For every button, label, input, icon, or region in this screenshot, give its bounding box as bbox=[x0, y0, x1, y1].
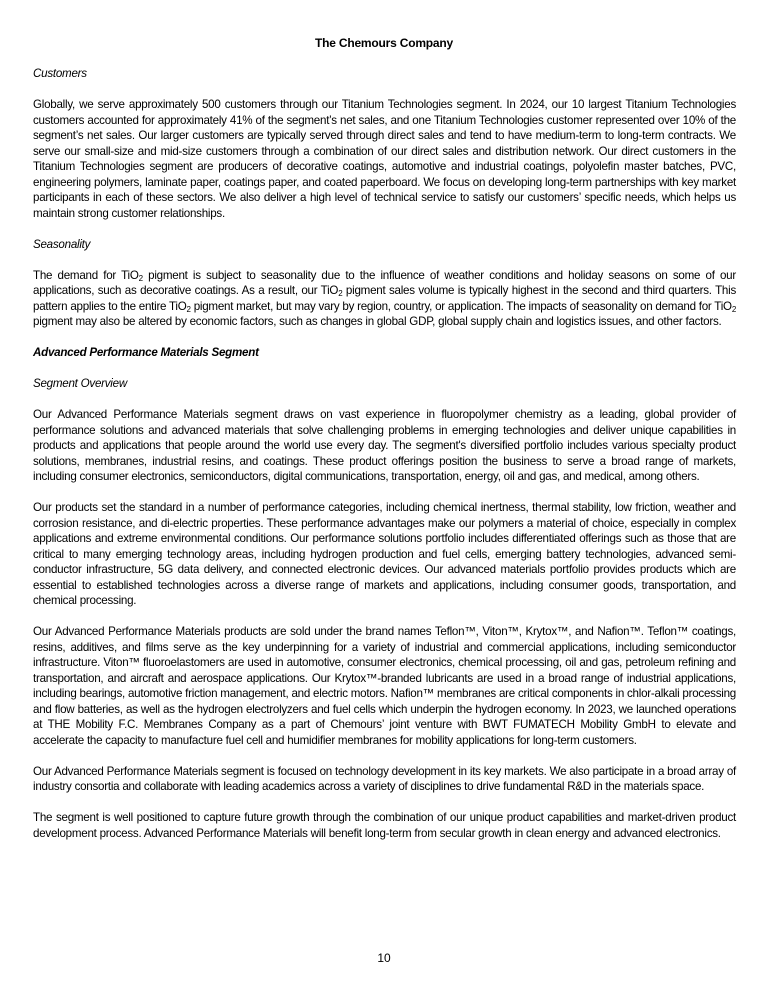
text-segment: pigment market, but may vary by region, country, or application. The impacts of seasonality on demand for TiO bbox=[190, 299, 732, 313]
text-segment: The demand for TiO bbox=[33, 268, 139, 282]
page-content bbox=[33, 66, 736, 857]
text-segment: pigment is subject to seasonality due to the influence of weather conditions and holiday seasons on some of our applications, such as decorative coatings. As a result, our TiO bbox=[33, 268, 736, 297]
page-number: 10 bbox=[377, 951, 391, 965]
section-customers bbox=[33, 66, 736, 221]
text-segment: pigment may also be altered by economic factors, such as changes in global GDP, global supply chain and logistics issues, and other factors. bbox=[33, 315, 722, 328]
company-header: The Chemours Company bbox=[314, 36, 454, 50]
paragraph-overview-3: Our Advanced Performance Materials products are sold under the brand names Teflon™, Viton™, Krytox™, and Nafion™. Teflon™ coatings, resins, additives, and films serve as the key underpinning for a variety of industrial and commercial applications, including semiconductor infrastructure. Viton™ fluoroelastomers are used in automotive, consumer electronics, chemical processing, oil and gas, petroleum refining and transportation, and aircraft and aerospace applications. Our Krytox™-branded lubricants are used in a broad range of industrial applications, including bearings, automotive friction management, and electric motors. Nafion™ membranes are critical components in chlor-alkali processing and flow batteries, as well as the hydrogen electrolyzers and fuel cells which underpin the hydrogen economy. In 2023, we launched operations at THE Mobility F.C. Membranes Company as a part of Chemours’ joint venture with BWT FUMATECH Mobility GmbH to elevate and accelerate the capacity to manufacture fuel cell and humidifier membranes for mobility applications for long-term customers. bbox=[33, 625, 736, 747]
subscript: 2 bbox=[186, 304, 191, 314]
section-heading-customers: Customers bbox=[33, 67, 87, 80]
text-segment: pigment sales volume is typically highest in the second and third quarters. This pattern applies to the entire TiO bbox=[33, 284, 737, 313]
paragraph-overview-2: Our products set the standard in a number of performance categories, including chemical inertness, thermal stability, low friction, weather and corrosion resistance, and di-electric properties. These performance advantages make our polymers a material of choice, especially in complex applications and extreme environmental conditions. Our performance solutions portfolio includes differentiated offerings such as those that are critical to many emerging technology areas, including hydrogen production and fuel cells, emerging battery technologies, advanced semi-conductor infrastructure, 5G data delivery, and connected electronic devices. Our advanced materials portfolio provides products which are essential to established technologies across a diverse range of markets and applications, including consumer goods, transportation, and chemical processing. bbox=[33, 501, 736, 607]
paragraph-customers: Globally, we serve approximately 500 customers through our Titanium Technologies segment. In 2024, our 10 largest Titanium Technologies customers accounted for approximately 41% of the segment’s net sales, and one Titanium Technologies customer represented over 10% of the segment’s net sales. Our larger customers are typically served through direct sales and tend to have medium-term to long-term contracts. We serve our small-size and mid-size customers through a combination of our direct sales and distribution network. Our direct customers in the Titanium Technologies segment are producers of decorative coatings, automotive and industrial coatings, polyolefin master batches, PVC, engineering polymers, laminate paper, coatings paper, and coated paperboard. We focus on developing long-term partnerships with key market participants in each of these sectors. We also deliver a high level of technical service to satisfy our customers’ specific needs, which helps us maintain strong customer relationships. bbox=[33, 98, 736, 220]
section-seasonality bbox=[33, 237, 736, 330]
section-heading-apm-segment: Advanced Performance Materials Segment bbox=[33, 346, 259, 359]
paragraph-overview-1: Our Advanced Performance Materials segment draws on vast experience in fluoropolymer chemistry as a leading, global provider of performance solutions and advanced materials that solve challenging problems in emerging technologies and deliver unique capabilities in products and applications that people around the world use every day. The segment's diversified portfolio includes various specialty product solutions, membranes, industrial resins, and coatings. These product offerings position the business to serve a broad range of markets, including consumer electronics, semiconductors, digital communications, transportation, energy, oil and gas, and medical, among others. bbox=[33, 408, 736, 483]
section-heading-seasonality: Seasonality bbox=[33, 237, 91, 251]
paragraph-overview-4: Our Advanced Performance Materials segment is focused on technology development in its key markets. We also participate in a broad array of industry consortia and collaborate with leading academics across a variety of disciplines to drive fundamental R&D in the materials space. bbox=[33, 764, 736, 793]
subscript: 2 bbox=[731, 304, 737, 314]
subscript: 2 bbox=[138, 273, 143, 283]
section-heading-segment-overview: Segment Overview bbox=[33, 377, 127, 390]
subscript: 2 bbox=[338, 289, 343, 298]
section-apm-segment bbox=[33, 345, 736, 361]
paragraph-overview-5: The segment is well positioned to capture future growth through the combination of our unique product capabilities and market-driven product development process. Advanced Performance Materials will benefit long-term from secular growth in clean energy and advanced electronics. bbox=[33, 811, 736, 840]
section-segment-overview bbox=[33, 376, 736, 841]
paragraph-seasonality bbox=[33, 268, 736, 330]
